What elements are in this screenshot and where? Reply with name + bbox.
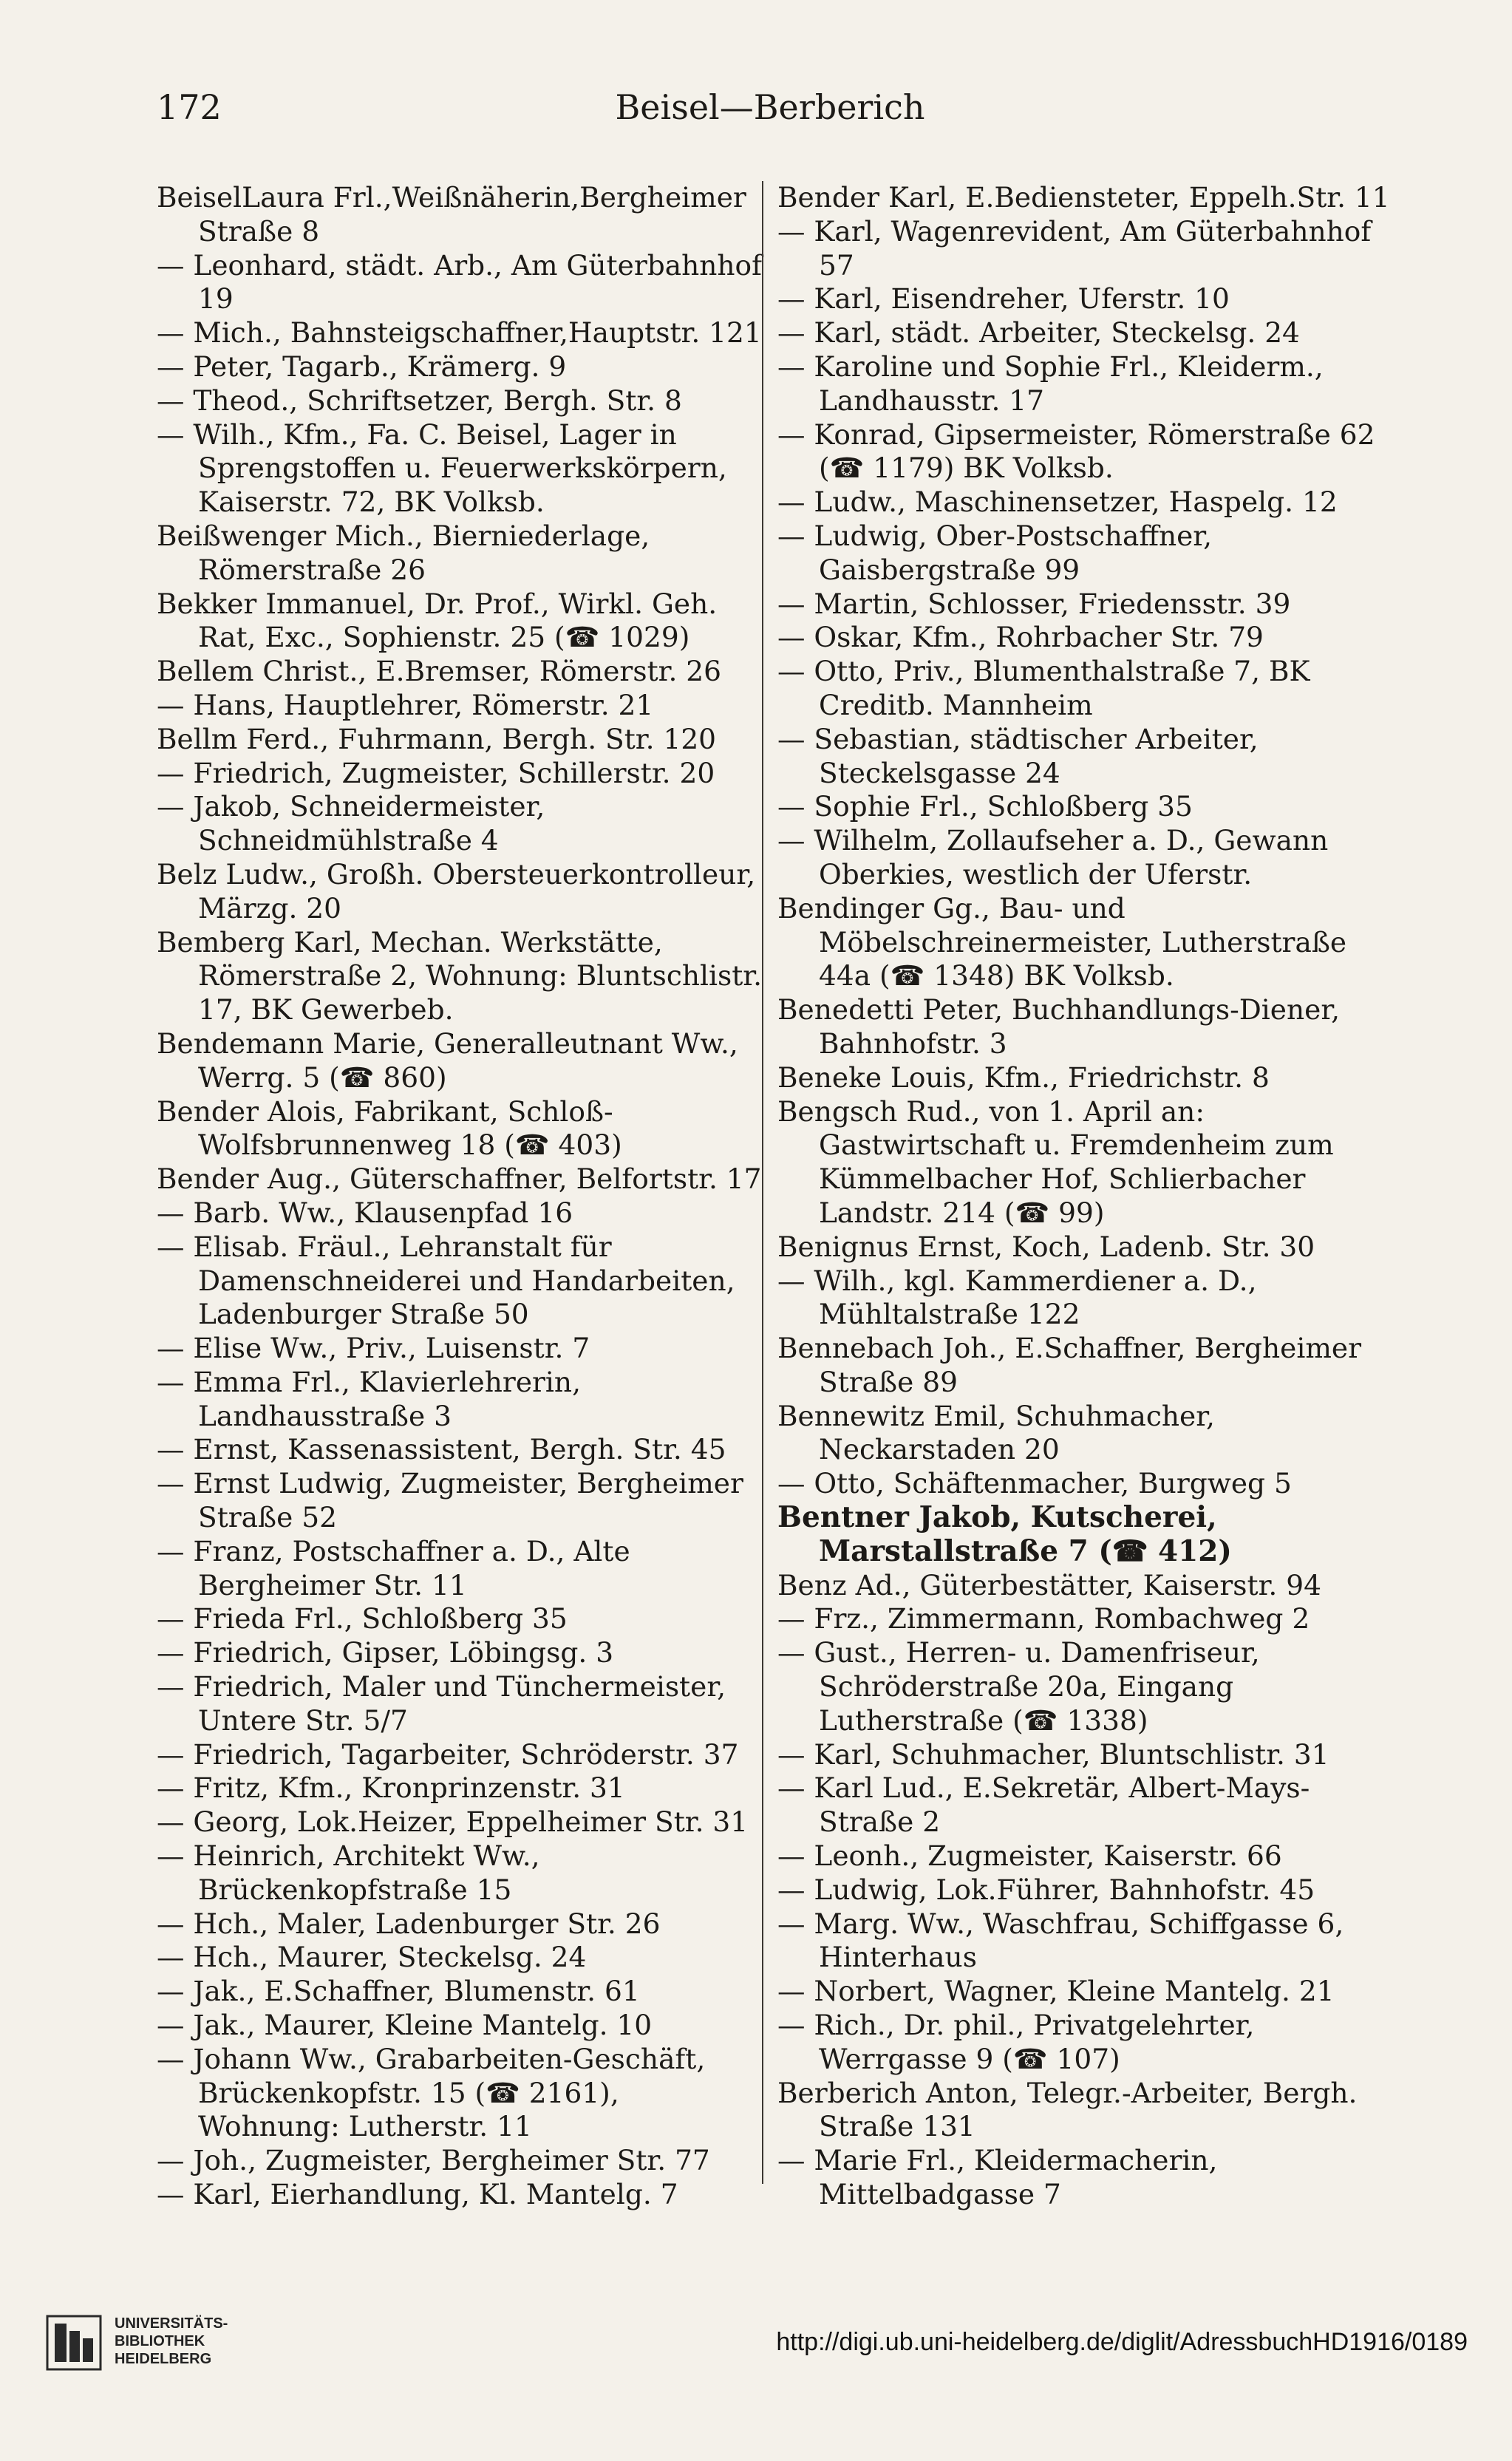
directory-entry: — Norbert, Wagner, Kleine Mantelg. 21 — [777, 1975, 1335, 2008]
directory-entry: — Martin, Schlosser, Friedensstr. 39 — [777, 587, 1291, 620]
source-url[interactable]: http://digi.ub.uni-heidelberg.de/diglit/AdressbuchHD1916/0189 — [776, 2328, 1468, 2356]
directory-entry: — Karl, Eisendreher, Uferstr. 10 — [777, 282, 1230, 316]
directory-entry: — Jakob, Schneidermeister, Schneidmühlstraße 4 — [157, 790, 545, 857]
library-name — [115, 2315, 228, 2368]
directory-entry: — Peter, Tagarb., Krämerg. 9 — [157, 350, 567, 383]
directory-entry: — Mich., Bahnsteigschaffner,Hauptstr. 121 — [157, 316, 762, 350]
page-number: 172 — [157, 87, 222, 127]
directory-entry: Bemberg Karl, Mechan. Werkstätte, Römerstraße 2, Wohnung: Bluntschlistr. 17, BK Gewerbeb. — [157, 925, 763, 1027]
directory-entry: — Frieda Frl., Schloßberg 35 — [157, 1602, 568, 1635]
directory-entry: — Leonhard, städt. Arb., Am Güterbahnhof 19 — [157, 248, 763, 316]
directory-entry: — Rich., Dr. phil., Privatgelehrter, Werrgasse 9 (☎ 107) — [777, 2009, 1255, 2075]
library-emblem-icon — [44, 2313, 103, 2372]
directory-entry: — Wilhelm, Zollaufseher a. D., Gewann Oberkies, westlich der Uferstr. — [777, 824, 1329, 891]
directory-entry: — Gust., Herren- u. Damenfriseur, Schröderstraße 20a, Eingang Lutherstraße (☎ 1338) — [777, 1636, 1260, 1737]
directory-entry: Bellem Christ., E.Bremser, Römerstr. 26 — [157, 655, 722, 688]
directory-entry: — Franz, Postschaffner a. D., Alte Bergheimer Str. 11 — [157, 1534, 630, 1601]
directory-entry: — Hans, Hauptlehrer, Römerstr. 21 — [157, 688, 654, 721]
library-name-line-2: BIBLIOTHEK — [115, 2333, 205, 2349]
directory-entry: — Theod., Schriftsetzer, Bergh. Str. 8 — [157, 384, 682, 417]
directory-entry: Bender Aug., Güterschaffner, Belfortstr. 17 — [157, 1163, 762, 1196]
right-column — [777, 181, 1391, 2212]
directory-entry: Beißwenger Mich., Bierniederlage, Römerstraße 26 — [157, 519, 650, 586]
directory-entry: BeiselLaura Frl.,Weißnäherin,Bergheimer Straße 8 — [157, 181, 746, 248]
directory-entry: — Friedrich, Zugmeister, Schillerstr. 20 — [157, 756, 715, 789]
directory-entry: — Karoline und Sophie Frl., Kleiderm., Landhausstr. 17 — [777, 350, 1324, 417]
directory-entry: Berberich Anton, Telegr.-Arbeiter, Bergh. Straße 131 — [777, 2076, 1358, 2143]
directory-entry: Bennewitz Emil, Schuhmacher, Neckarstaden 20 — [777, 1399, 1215, 1466]
directory-entry: — Friedrich, Maler und Tünchermeister, Untere Str. 5/7 — [157, 1670, 726, 1737]
directory-entry: — Frz., Zimmermann, Rombachweg 2 — [777, 1602, 1310, 1635]
directory-entry: — Hch., Maurer, Steckelsg. 24 — [157, 1941, 587, 1974]
directory-entry: Benignus Ernst, Koch, Ladenb. Str. 30 — [777, 1230, 1315, 1263]
running-head: Beisel—Berberich — [615, 87, 925, 127]
directory-entry: — Emma Frl., Klavierlehrerin, Landhausstraße 3 — [157, 1365, 581, 1432]
directory-entry: — Ludwig, Ober-Postschaffner, Gaisbergstraße 99 — [777, 519, 1213, 586]
directory-entry: — Jak., E.Schaffner, Blumenstr. 61 — [157, 1975, 640, 2008]
directory-entry: — Friedrich, Gipser, Löbingsg. 3 — [157, 1636, 614, 1669]
directory-entry: — Karl, Schuhmacher, Bluntschlistr. 31 — [777, 1737, 1329, 1771]
directory-entry: — Heinrich, Architekt Ww., Brückenkopfstraße 15 — [157, 1839, 540, 1906]
library-name-line-3: HEIDELBERG — [115, 2351, 212, 2367]
directory-entry: — Otto, Priv., Blumenthalstraße 7, BK Creditb. Mannheim — [777, 655, 1310, 721]
directory-entry: Benz Ad., Güterbestätter, Kaiserstr. 94 — [777, 1568, 1321, 1601]
directory-entry: Bekker Immanuel, Dr. Prof., Wirkl. Geh. Rat, Exc., Sophienstr. 25 (☎ 1029) — [157, 587, 718, 654]
directory-entry: — Fritz, Kfm., Kronprinzenstr. 31 — [157, 1771, 625, 1805]
directory-entry: — Marie Frl., Kleidermacherin, Mittelbadgasse 7 — [777, 2144, 1218, 2211]
directory-entry: — Elise Ww., Priv., Luisenstr. 7 — [157, 1332, 590, 1365]
directory-entry: — Joh., Zugmeister, Bergheimer Str. 77 — [157, 2144, 710, 2177]
directory-entry: — Georg, Lok.Heizer, Eppelheimer Str. 31 — [157, 1805, 749, 1839]
directory-entry: — Sebastian, städtischer Arbeiter, Steckelsgasse 24 — [777, 722, 1259, 789]
directory-entry: — Sophie Frl., Schloßberg 35 — [777, 790, 1193, 823]
directory-entry: — Ernst, Kassenassistent, Bergh. Str. 45 — [157, 1433, 726, 1466]
directory-entry: Bendinger Gg., Bau- und Möbelschreinermeister, Lutherstraße 44a (☎ 1348) BK Volksb. — [777, 891, 1347, 993]
directory-entry: — Wilh., Kfm., Fa. C. Beisel, Lager in Sprengstoffen u. Feuerwerkskörpern, Kaiserstr. 72, BK Volksb. — [157, 418, 727, 519]
directory-entry: — Leonh., Zugmeister, Kaiserstr. 66 — [777, 1839, 1282, 1873]
directory-entry: — Karl, städt. Arbeiter, Steckelsg. 24 — [777, 316, 1300, 350]
directory-entry: Belz Ludw., Großh. Obersteuerkontrolleur, Märzg. 20 — [157, 857, 756, 925]
directory-entry: — Marg. Ww., Waschfrau, Schiffgasse 6, Hinterhaus — [777, 1907, 1344, 1974]
directory-entry: — Karl Lud., E.Sekretär, Albert-Mays-Straße 2 — [777, 1771, 1310, 1839]
directory-entry: — Otto, Schäftenmacher, Burgweg 5 — [777, 1467, 1292, 1500]
directory-entry: — Wilh., kgl. Kammerdiener a. D., Mühltalstraße 122 — [777, 1264, 1257, 1331]
column-divider — [762, 181, 763, 2184]
directory-entry: — Jak., Maurer, Kleine Mantelg. 10 — [157, 2009, 653, 2042]
left-column — [157, 181, 763, 2212]
directory-entry: — Ludwig, Lok.Führer, Bahnhofstr. 45 — [777, 1873, 1315, 1906]
directory-entry: — Ludw., Maschinensetzer, Haspelg. 12 — [777, 486, 1338, 519]
directory-entry: Bennebach Joh., E.Schaffner, Bergheimer Straße 89 — [777, 1332, 1362, 1398]
library-logo[interactable] — [44, 2306, 310, 2417]
directory-entry: — Karl, Wagenrevident, Am Güterbahnhof 57 — [777, 214, 1372, 282]
directory-entry: — Johann Ww., Grabarbeiten-Geschäft, Brückenkopfstr. 15 (☎ 2161), Wohnung: Lutherstr. 11 — [157, 2042, 706, 2143]
directory-entry: — Karl, Eierhandlung, Kl. Mantelg. 7 — [157, 2178, 678, 2211]
directory-entry: — Hch., Maler, Ladenburger Str. 26 — [157, 1907, 661, 1940]
directory-entry: — Oskar, Kfm., Rohrbacher Str. 79 — [777, 621, 1264, 654]
directory-entry: Bellm Ferd., Fuhrmann, Bergh. Str. 120 — [157, 722, 717, 755]
directory-entry: Beneke Louis, Kfm., Friedrichstr. 8 — [777, 1061, 1270, 1094]
directory-entry: — Konrad, Gipsermeister, Römerstraße 62 (☎ 1179) BK Volksb. — [777, 418, 1375, 485]
page-header — [157, 87, 1383, 139]
directory-entry: Bender Alois, Fabrikant, Schloß-Wolfsbrunnenweg 18 (☎ 403) — [157, 1095, 622, 1162]
directory-entry: Bentner Jakob, Kutscherei, Marstallstraße 7 (☎ 412) — [777, 1500, 1232, 1568]
library-name-line-1: UNIVERSITÄTS- — [115, 2315, 228, 2332]
directory-entry: Bengsch Rud., von 1. April an: Gastwirtschaft u. Fremdenheim zum Kümmelbacher Hof, Schlierbacher Landstr. 214 (☎ 99) — [777, 1095, 1334, 1229]
directory-entry: — Elisab. Fräul., Lehranstalt für Damenschneiderei und Handarbeiten, Ladenburger Straße 50 — [157, 1230, 735, 1331]
directory-entry: Benedetti Peter, Buchhandlungs-Diener, Bahnhofstr. 3 — [777, 993, 1341, 1060]
directory-entry: — Ernst Ludwig, Zugmeister, Bergheimer Straße 52 — [157, 1467, 743, 1534]
directory-entry: Bender Karl, E.Bediensteter, Eppelh.Str. 11 — [777, 181, 1390, 214]
directory-entry: Bendemann Marie, Generalleutnant Ww., Werrg. 5 (☎ 860) — [157, 1027, 738, 1094]
directory-entry: — Friedrich, Tagarbeiter, Schröderstr. 37 — [157, 1737, 739, 1771]
directory-entry: — Barb. Ww., Klausenpfad 16 — [157, 1196, 573, 1229]
